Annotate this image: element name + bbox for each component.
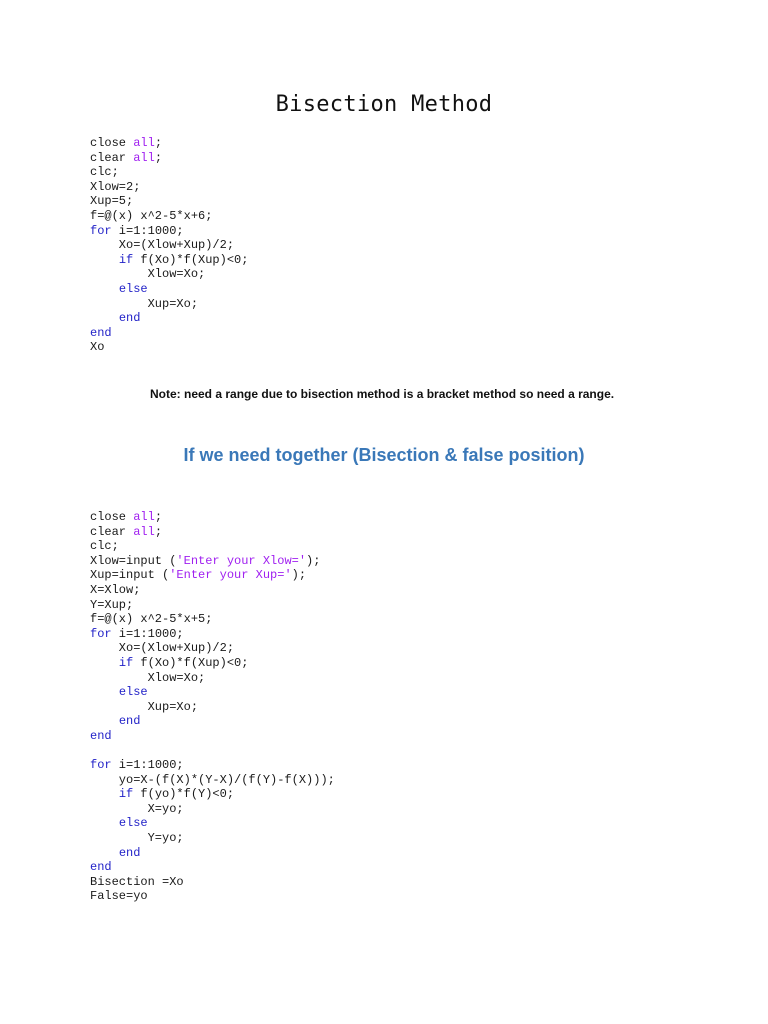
code-line: [90, 136, 248, 151]
code-line: [90, 656, 335, 671]
code-token: Xo: [90, 340, 105, 355]
code-keyword: end: [90, 860, 112, 875]
code-keyword: if: [118, 252, 134, 267]
code-block-bisection-false-position: [90, 510, 335, 904]
code-line: [90, 671, 335, 686]
code-token: i=1:1000;: [111, 758, 184, 773]
code-line: [90, 525, 335, 540]
code-token: Bisection =Xo: [90, 874, 184, 889]
code-line: [90, 700, 335, 715]
code-line: [90, 744, 335, 759]
code-token: clc;: [90, 165, 119, 180]
code-token: Y=yo;: [90, 831, 184, 846]
code-token: ;: [154, 510, 163, 524]
code-line: [90, 758, 335, 773]
code-token: close: [90, 510, 134, 524]
code-token: f(Xo)*f(Xup)<0;: [133, 252, 249, 267]
code-token: Xup=Xo;: [90, 699, 199, 714]
code-line: [90, 846, 335, 861]
code-block-bisection: [90, 136, 248, 355]
code-token: ;: [154, 136, 163, 150]
section-heading: If we need together (Bisection & false position): [183, 445, 585, 465]
code-line: [90, 180, 248, 195]
code-token: i=1:1000;: [111, 223, 184, 238]
code-line: [90, 151, 248, 166]
code-line: [90, 816, 335, 831]
code-token: Xup=5;: [90, 194, 134, 209]
code-line: [90, 326, 248, 341]
code-token: yo=X-(f(X)*(Y-X)/(f(Y)-f(X)));: [90, 772, 335, 787]
code-line: [90, 641, 335, 656]
code-token: Xo=(Xlow+Xup)/2;: [90, 238, 235, 253]
code-token: [90, 846, 119, 860]
code-line: [90, 340, 248, 355]
code-token: [90, 656, 119, 670]
code-keyword: for: [90, 758, 112, 773]
code-token: Xlow=Xo;: [90, 670, 206, 685]
code-token: [90, 816, 119, 830]
code-keyword: if: [118, 655, 134, 670]
code-line: [90, 253, 248, 268]
code-token: [90, 282, 119, 296]
code-string: all: [133, 150, 155, 165]
code-line: [90, 729, 335, 744]
code-token: [90, 787, 119, 801]
code-token: X=yo;: [90, 801, 184, 816]
code-token: Xlow=Xo;: [90, 267, 206, 282]
code-line: [90, 311, 248, 326]
code-token: clc;: [90, 539, 119, 554]
code-token: );: [306, 553, 321, 568]
code-line: [90, 194, 248, 209]
code-token: Xup=Xo;: [90, 296, 199, 311]
code-token: );: [291, 568, 307, 583]
code-keyword: end: [90, 325, 112, 340]
code-line: [90, 773, 335, 788]
code-string: 'Enter your Xup=': [169, 568, 292, 583]
code-keyword: end: [118, 714, 141, 729]
code-token: Xup=input (: [90, 568, 170, 583]
code-line: [90, 554, 335, 569]
code-token: f=@(x) x^2-5*x+6;: [90, 208, 213, 223]
code-keyword: else: [118, 685, 148, 700]
code-line: [90, 224, 248, 239]
code-string: 'Enter your Xlow=': [176, 553, 307, 568]
code-line: [90, 598, 335, 613]
code-token: [90, 685, 119, 699]
code-token: close: [90, 136, 134, 150]
code-line: [90, 685, 335, 700]
code-token: f(Xo)*f(Xup)<0;: [133, 655, 249, 670]
code-token: f(yo)*f(Y)<0;: [133, 787, 235, 802]
code-token: Xlow=2;: [90, 179, 141, 194]
code-line: [90, 539, 335, 554]
code-keyword: for: [90, 626, 112, 641]
code-token: [90, 253, 119, 267]
code-line: [90, 165, 248, 180]
code-line: [90, 282, 248, 297]
code-token: Xlow=input (: [90, 553, 177, 568]
code-token: ;: [154, 150, 163, 165]
code-string: all: [133, 136, 155, 150]
code-line: [90, 802, 335, 817]
note-text: Note: need a range due to bisection method is a bracket method so need a range.: [150, 387, 615, 401]
code-token: False=yo: [90, 889, 148, 904]
code-line: [90, 627, 335, 642]
code-keyword: if: [118, 787, 134, 802]
code-line: [90, 714, 335, 729]
code-keyword: end: [118, 845, 141, 860]
code-keyword: for: [90, 223, 112, 238]
code-line: [90, 510, 335, 525]
code-line: [90, 568, 335, 583]
code-line: [90, 612, 335, 627]
code-line: [90, 860, 335, 875]
code-line: [90, 583, 335, 598]
code-line: [90, 238, 248, 253]
code-token: Xo=(Xlow+Xup)/2;: [90, 641, 235, 656]
code-string: all: [133, 510, 155, 524]
code-string: all: [133, 524, 155, 539]
code-line: [90, 875, 335, 890]
code-token: [90, 311, 119, 325]
code-line: [90, 267, 248, 282]
code-keyword: end: [118, 311, 141, 326]
code-token: [90, 714, 119, 728]
code-token: f=@(x) x^2-5*x+5;: [90, 612, 213, 627]
code-line: [90, 297, 248, 312]
code-line: [90, 889, 335, 904]
code-line: [90, 787, 335, 802]
code-token: clear: [90, 524, 134, 539]
code-token: Y=Xup;: [90, 597, 134, 612]
code-keyword: else: [118, 281, 148, 296]
code-keyword: end: [90, 728, 112, 743]
code-token: clear: [90, 150, 134, 165]
code-token: X=Xlow;: [90, 582, 141, 597]
code-line: [90, 209, 248, 224]
code-line: [90, 831, 335, 846]
code-keyword: else: [118, 816, 148, 831]
code-token: ;: [154, 524, 163, 539]
page-title: Bisection Method: [275, 92, 493, 117]
code-token: i=1:1000;: [111, 626, 184, 641]
